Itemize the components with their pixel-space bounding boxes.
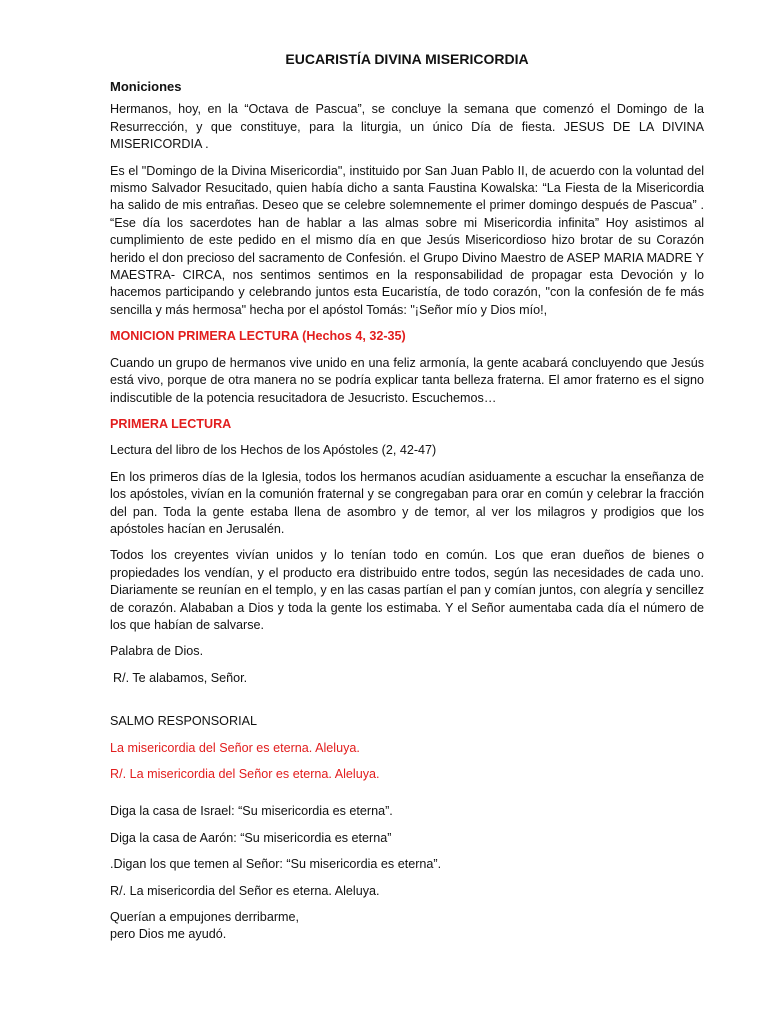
moniciones-heading: Moniciones [110, 79, 182, 94]
paragraph-domingo-misericordia: Es el "Domingo de la Divina Misericordia", instituido por San Juan Pablo II, de acuerdo con la voluntad del mismo Salvador Resucitado, quien había dicho a santa Faustina Kowalska: “La Fiesta de la Misericordia ha salido de mis entrañas. Deseo que se celebre solemnemente el primer domingo después de Pascua” . “Ese día los sacerdotes han de hablar a las almas sobre mi Misericordia infinita” Hoy asistimos al cumplimiento de este pedido en el mismo día en que Jesús Misericordioso hizo brotar de su Corazón herido el don precioso del sacramento de Confesión. el Grupo Divino Maestro de ASEP MARIA MADRE Y MAESTRA- CIRCA, nos sentimos sentimos en la responsabilidad de propagar esta Devoción y lo hacemos participando y celebrando juntos esta Eucaristía, de todo corazón, "con la confesión de fe más sencilla y más hermosa" hecha por el apóstol Tomás: "¡Señor mío y Dios mío!, [110, 163, 704, 317]
palabra-de-dios: Palabra de Dios. [110, 644, 204, 659]
salmo-heading: SALMO RESPONSORIAL [110, 714, 257, 729]
document-page [110, 50, 704, 944]
salmo-antiphon: La misericordia del Señor es eterna. Aleluya. [110, 740, 360, 755]
psalm-response-2: R/. La misericordia del Señor es eterna. Aleluya. [110, 883, 380, 898]
psalm-stanza [110, 909, 704, 944]
psalm-verse-aaron: Diga la casa de Aarón: “Su misericordia es eterna” [110, 830, 392, 845]
primera-lectura-heading: PRIMERA LECTURA [110, 416, 232, 431]
psalm-stanza-line-1: Querían a empujones derribarme, [110, 910, 300, 925]
monicion-primera-lectura-heading: MONICION PRIMERA LECTURA (Hechos 4, 32-35) [110, 329, 406, 344]
paragraph-reading-1: En los primeros días de la Iglesia, todos los hermanos acudían asiduamente a escuchar la enseñanza de los apóstoles, vivían en la comunión fraternal y se congregaban para orar en común y celebrar la fracción del pan. Toda la gente estaba llena de asombro y de temor, al ver los milagros y prodigios que los apóstoles hacían en Jerusalén. [110, 469, 704, 536]
document-title: EUCARISTÍA DIVINA MISERICORDIA [285, 51, 529, 67]
paragraph-octava: Hermanos, hoy, en la “Octava de Pascua”, se concluye la semana que comenzó el Domingo de la Resurrección, y que constituye, para la liturgia, un único Día de fiesta. JESUS DE LA DIVINA MISERICORDIA . [110, 102, 704, 152]
paragraph-reading-2: Todos los creyentes vivían unidos y lo tenían todo en común. Los que eran dueños de bienes o propiedades los vendían, y el producto era distribuido entre todos, según las necesidades de cada uno. Diariamente se reunían en el templo, y en las casas partían el pan y comían juntos, con alegría y sencillez de corazón. Alababan a Dios y toda la gente los estimaba. Y el Señor aumentaba cada día el número de los que habían de salvarse. [110, 548, 704, 632]
psalm-verse-temen: .Digan los que temen al Señor: “Su misericordia es eterna”. [110, 857, 442, 872]
lectura-reference: Lectura del libro de los Hechos de los Apóstoles (2, 42-47) [110, 443, 437, 458]
salmo-response: R/. La misericordia del Señor es eterna. Aleluya. [110, 767, 380, 781]
psalm-stanza-line-2: pero Dios me ayudó. [110, 927, 227, 942]
paragraph-monicion: Cuando un grupo de hermanos vive unido en una feliz armonía, la gente acabará concluyendo que Jesús está vivo, porque de otra manera no se podría explicar tanta belleza fraterna. El amor fraterno es el signo indiscutible de la potencia resucitadora de Jesucristo. Escuchemos… [110, 355, 704, 405]
psalm-verse-israel: Diga la casa de Israel: “Su misericordia es eterna”. [110, 804, 393, 819]
response-te-alabamos: R/. Te alabamos, Señor. [113, 670, 248, 685]
